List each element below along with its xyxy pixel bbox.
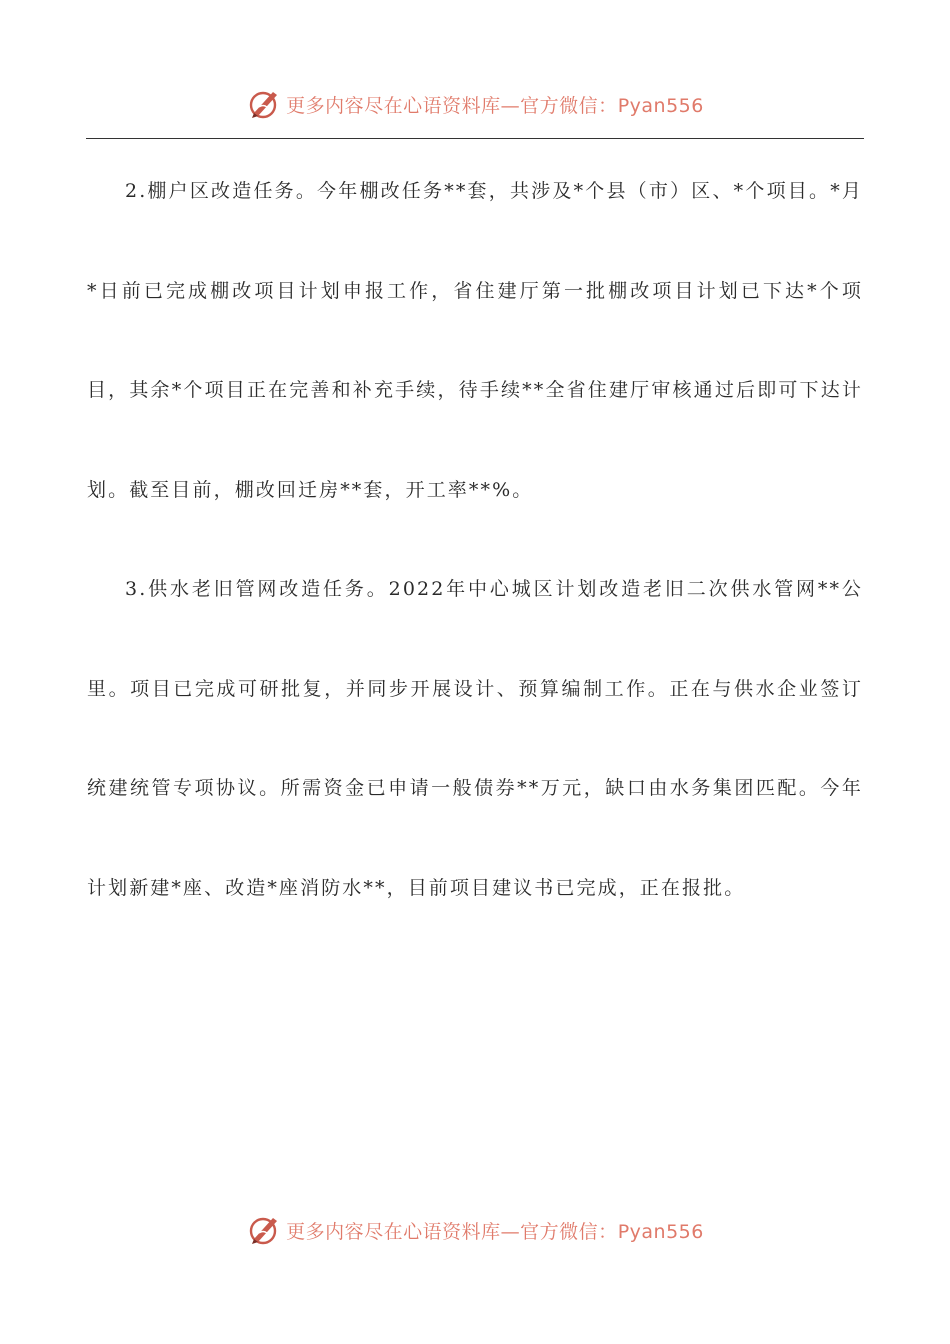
footer-banner-label: 官方微信： xyxy=(520,1220,618,1243)
header-banner-label: 官方微信： xyxy=(520,94,618,117)
header-banner xyxy=(0,84,950,124)
header-banner-text xyxy=(286,91,704,118)
document-body xyxy=(87,142,863,938)
header-divider xyxy=(86,138,864,139)
header-banner-inner xyxy=(246,86,704,122)
paragraph-shantytown: 2.棚户区改造任务。今年棚改任务**套，共涉及*个县（市）区、*个项目。*月*日前已完成棚改项目计划申报工作，省住建厅第一批棚改项目计划已下达*个项目，其余*个项目正在完善和补充手续，待手续**全省住建厅审核通过后即可下达计划。截至目前，棚改回迁房**套，开工率**%。 xyxy=(87,180,863,501)
paragraph-water-pipe: 3.供水老旧管网改造任务。2022年中心城区计划改造老旧二次供水管网**公里。项目已完成可研批复，并同步开展设计、预算编制工作。正在与供水企业签订统建统管专项协议。所需资金已申请一般债券**万元，缺口由水务集团匹配。今年计划新建*座、改造*座消防水**，目前项目建议书已完成，正在报批。 xyxy=(87,578,863,899)
footer-banner-wechat-id: Pyan556 xyxy=(617,1220,704,1243)
footer-banner-separator: — xyxy=(500,1220,521,1243)
header-banner-wechat-id: Pyan556 xyxy=(617,94,704,117)
footer-banner-inner xyxy=(246,1212,704,1248)
footer-banner xyxy=(0,1210,950,1250)
header-banner-separator: — xyxy=(500,94,521,117)
footer-banner-text xyxy=(286,1217,704,1244)
pen-seal-icon xyxy=(246,86,282,122)
header-banner-title: 更多内容尽在心语资料库 xyxy=(286,94,501,117)
footer-banner-title: 更多内容尽在心语资料库 xyxy=(286,1220,501,1243)
pen-seal-icon xyxy=(246,1212,282,1248)
